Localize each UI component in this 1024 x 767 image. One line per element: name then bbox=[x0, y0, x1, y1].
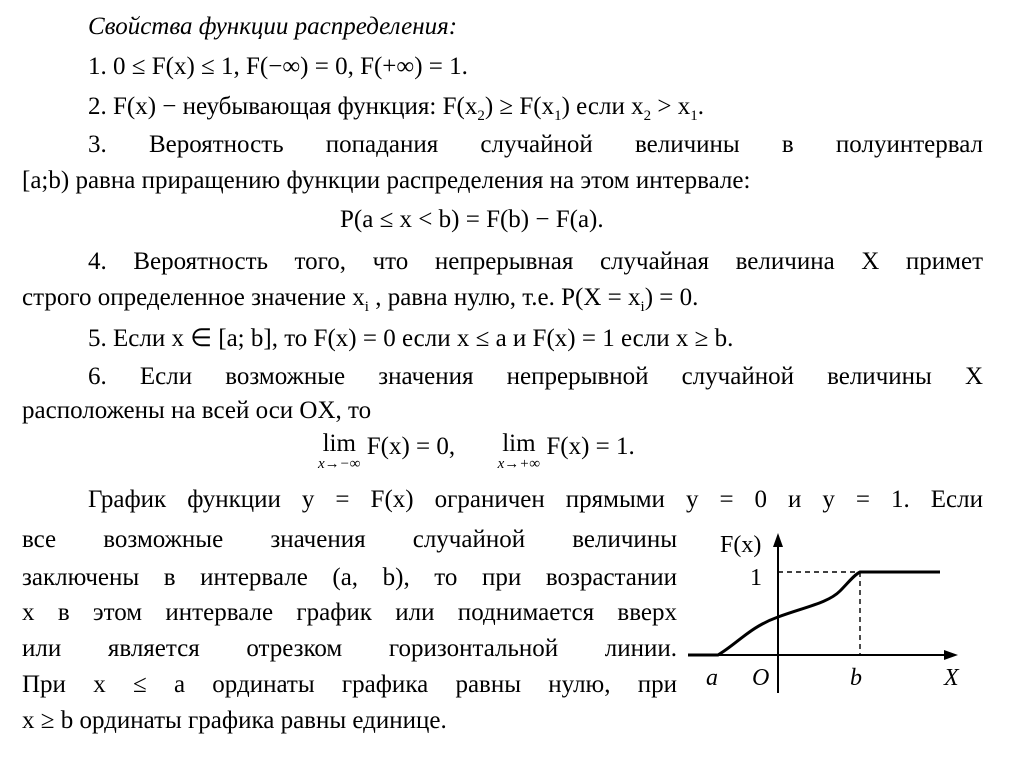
graph-text-line5: или является отрезком горизонтальной линии. bbox=[22, 635, 677, 662]
graph-text-line2: все возможные значения случайной величины bbox=[22, 526, 677, 553]
property-1: 1. 0 ≤ F(x) ≤ 1, F(−∞) = 0, F(+∞) = 1. bbox=[88, 53, 468, 80]
graph-text-line7: x ≥ b ординаты графика равны единице. bbox=[22, 707, 447, 734]
lim-word-2: lim bbox=[502, 430, 536, 457]
b-tick-label: b bbox=[850, 665, 862, 691]
lim-word-1: lim bbox=[322, 430, 356, 457]
property-2-e: . bbox=[697, 93, 704, 120]
property-2-sub3: 2 bbox=[643, 108, 652, 124]
limit-2 bbox=[498, 432, 540, 472]
property-6-line1: 6. Если возможные значения непрерывной случайной величины X bbox=[88, 363, 983, 390]
graph-text-line6: При x ≤ a ординаты графика равны нулю, при bbox=[22, 671, 677, 698]
distribution-curve bbox=[688, 572, 940, 655]
property-2 bbox=[88, 92, 704, 131]
property-2-b: ) ≥ F(x bbox=[484, 93, 555, 120]
graph-text-line4: x в этом интервале график или поднимается вверх bbox=[22, 599, 677, 626]
property-4-sub-i2: i bbox=[640, 299, 645, 315]
property-4-line2-c: ) = 0. bbox=[644, 284, 699, 311]
y-axis-label: F(x) bbox=[720, 532, 762, 558]
property-2-c: ) если x bbox=[561, 93, 644, 120]
origin-label: O bbox=[752, 665, 770, 691]
limits-formula bbox=[318, 432, 635, 472]
property-6-line2: расположены на всей оси OX, то bbox=[22, 397, 372, 424]
x-axis-label: X bbox=[944, 665, 959, 691]
property-4-line2-b: , равна нулю, т.е. P(X = x bbox=[368, 284, 641, 311]
property-2-sub2: 1 bbox=[554, 108, 562, 124]
graph-text-line1: График функции y = F(x) ограничен прямыми y = 0 и y = 1. Если bbox=[88, 486, 983, 513]
property-4-line2-a: строго определенное значение x bbox=[22, 284, 365, 311]
property-3-line1: 3. Вероятность попадания случайной величины в полуинтервал bbox=[88, 131, 983, 158]
property-3-line2: [a;b) равна приращению функции распределения на этом интервале: bbox=[22, 167, 751, 194]
one-tick-label: 1 bbox=[750, 565, 762, 591]
property-2-d: > x bbox=[651, 93, 691, 120]
lim-sub-1: x→−∞ bbox=[318, 456, 361, 472]
property-4-line1: 4. Вероятность того, что непрерывная случайная величина X примет bbox=[88, 248, 983, 275]
distribution-function-graph bbox=[680, 525, 980, 700]
property-2-sub4: 1 bbox=[690, 108, 698, 124]
limit-2-expr: F(x) = 1. bbox=[540, 433, 635, 460]
y-axis-arrow bbox=[773, 533, 783, 547]
a-tick-label: a bbox=[706, 665, 718, 691]
property-2-sub1: 2 bbox=[477, 108, 485, 124]
graph-text-line3: заключены в интервале (a, b), то при возрастании bbox=[22, 564, 677, 591]
property-5: 5. Если x ∈ [a; b], то F(x) = 0 если x ≤ a и F(x) = 1 если x ≥ b. bbox=[88, 325, 734, 352]
property-4-sub-i: i bbox=[364, 299, 369, 315]
property-2-a: 2. F(x) − неубывающая функция: F(x bbox=[88, 93, 478, 120]
section-title: Свойства функции распределения: bbox=[88, 13, 458, 40]
property-3-formula: P(a ≤ x < b) = F(b) − F(a). bbox=[340, 206, 604, 233]
property-4-line2 bbox=[22, 283, 698, 322]
x-axis-arrow bbox=[944, 650, 958, 660]
limit-1-expr: F(x) = 0, bbox=[360, 433, 456, 460]
limit-1 bbox=[318, 432, 360, 472]
lim-sub-2: x→+∞ bbox=[497, 456, 541, 472]
